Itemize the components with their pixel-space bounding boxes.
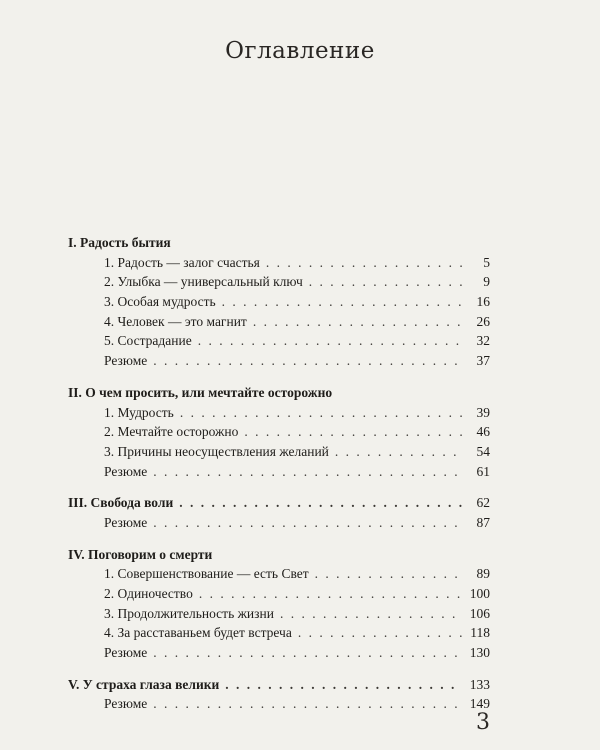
- entry-title: Резюме: [104, 463, 148, 479]
- page-number: 106: [469, 605, 490, 621]
- page-title: Оглавление: [225, 38, 375, 64]
- dot-leader: [335, 442, 462, 462]
- dot-leader: [253, 312, 462, 332]
- chapter-heading: [68, 383, 490, 403]
- entry-title: 3. Особая мудрость: [104, 294, 216, 310]
- chapter-title: IV. Поговорим о смерти: [68, 546, 213, 562]
- entry-title: 2. Одиночество: [104, 586, 193, 601]
- page-number: 32: [476, 333, 490, 349]
- toc-entry: [68, 604, 490, 624]
- toc-entry: [68, 513, 490, 533]
- toc-entry: [68, 643, 490, 663]
- toc-entry: [68, 351, 490, 371]
- table-of-contents: [68, 233, 490, 714]
- page-number: 46: [476, 424, 490, 440]
- entry-title: 4. За расставаньем будет встреча: [104, 625, 292, 641]
- page-number: 89: [476, 566, 490, 582]
- entry-title: Резюме: [104, 353, 148, 369]
- entry-title: Резюме: [104, 514, 148, 530]
- toc-section-2: [68, 383, 490, 481]
- dot-leader: [280, 604, 462, 624]
- dot-leader: [298, 623, 462, 643]
- page-number: 130: [469, 645, 490, 661]
- chapter-heading: [68, 675, 490, 695]
- page-folio-number: 3: [476, 710, 490, 735]
- page-number: 87: [476, 514, 490, 530]
- toc-entry: [68, 584, 490, 604]
- page-number: 100: [469, 586, 490, 601]
- entry-title: 1. Мудрость: [104, 404, 174, 420]
- chapter-title: I. Радость бытия: [68, 235, 171, 250]
- page-number: 16: [476, 294, 490, 310]
- entry-title: 1. Радость — залог счастья: [104, 254, 260, 270]
- chapter-title: III. Свобода воли: [68, 495, 174, 511]
- toc-entry: [68, 694, 490, 714]
- entry-title: 2. Улыбка — универсальный ключ: [104, 274, 303, 290]
- page-number: 133: [469, 676, 490, 692]
- entry-title: 3. Причины неосуществления желаний: [104, 443, 329, 459]
- toc-entry: [68, 403, 490, 423]
- dot-leader: [244, 422, 462, 442]
- page-number: 118: [470, 625, 490, 641]
- toc-entry: [68, 442, 490, 462]
- entry-title: 5. Сострадание: [104, 333, 192, 349]
- page-number: 39: [476, 404, 490, 420]
- toc-section-3: [68, 493, 490, 532]
- page-number: 62: [476, 495, 490, 511]
- dot-leader: [266, 253, 462, 273]
- page-number: 61: [476, 463, 490, 479]
- page-number: 9: [483, 274, 490, 290]
- toc-entry: [68, 253, 490, 273]
- toc-entry: [68, 331, 490, 351]
- dot-leader: [315, 564, 462, 584]
- dot-leader: [153, 513, 462, 533]
- dot-leader: [309, 272, 462, 292]
- page-number: 54: [476, 443, 490, 459]
- page-number: 5: [483, 254, 490, 270]
- dot-leader: [222, 292, 462, 312]
- dot-leader: [198, 331, 462, 351]
- dot-leader: [153, 351, 462, 371]
- chapter-heading: [68, 493, 490, 513]
- entry-title: 4. Человек — это магнит: [104, 313, 247, 329]
- chapter-title: V. У страха глаза велики: [68, 676, 220, 692]
- page-number: 37: [476, 353, 490, 369]
- dot-leader: [153, 694, 462, 714]
- toc-section-1: [68, 233, 490, 371]
- entry-title: Резюме: [104, 645, 148, 661]
- dot-leader: [180, 403, 462, 423]
- dot-leader: [199, 584, 462, 604]
- entry-title: 3. Продолжительность жизни: [104, 605, 274, 621]
- dot-leader: [153, 643, 462, 663]
- dot-leader: [179, 493, 462, 513]
- toc-entry: [68, 462, 490, 482]
- chapter-heading: [68, 233, 490, 253]
- dot-leader: [153, 462, 462, 482]
- dot-leader: [225, 675, 462, 695]
- chapter-title: II. О чем просить, или мечтайте осторожно: [68, 384, 333, 400]
- entry-title: 1. Совершенствование — есть Свет: [104, 566, 309, 582]
- toc-entry: [68, 312, 490, 332]
- toc-entry: [68, 623, 490, 643]
- page-number: 149: [469, 696, 490, 712]
- toc-entry: [68, 564, 490, 584]
- page-number: 26: [476, 313, 490, 329]
- entry-title: 2. Мечтайте осторожно: [104, 424, 239, 440]
- toc-section-4: [68, 545, 490, 663]
- toc-entry: [68, 272, 490, 292]
- toc-entry: [68, 422, 490, 442]
- toc-entry: [68, 292, 490, 312]
- chapter-heading: [68, 545, 490, 565]
- toc-section-5: [68, 675, 490, 714]
- entry-title: Резюме: [104, 696, 148, 712]
